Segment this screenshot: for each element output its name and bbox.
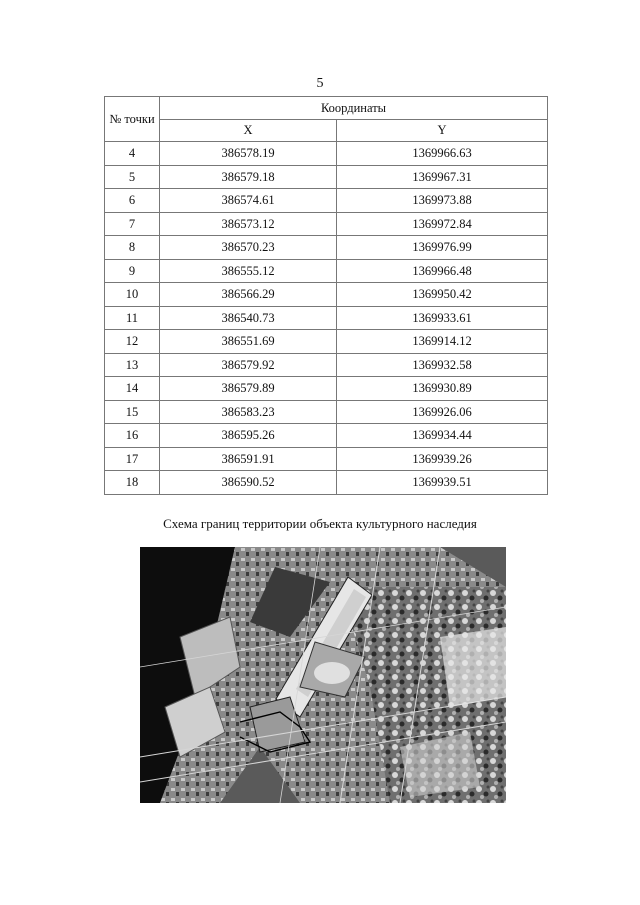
table-row <box>105 353 548 377</box>
point-number-cell: 7 <box>105 212 160 236</box>
point-number-cell: 16 <box>105 424 160 448</box>
x-coordinate-cell: 386551.69 <box>160 330 337 354</box>
x-coordinate-cell: 386590.52 <box>160 471 337 495</box>
table-row <box>105 212 548 236</box>
table-row <box>105 165 548 189</box>
map-caption: Схема границ территории объекта культурного наследия <box>163 516 477 531</box>
x-coordinate-cell: 386540.73 <box>160 306 337 330</box>
y-coordinate-cell: 1369976.99 <box>337 236 548 260</box>
table-row <box>105 142 548 166</box>
y-coordinate-cell: 1369930.89 <box>337 377 548 401</box>
y-coordinate-cell: 1369973.88 <box>337 189 548 213</box>
table-row <box>105 400 548 424</box>
table-row <box>105 189 548 213</box>
coordinates-body <box>105 142 548 495</box>
x-coordinate-cell: 386570.23 <box>160 236 337 260</box>
x-coordinate-cell: 386595.26 <box>160 424 337 448</box>
y-coordinate-cell: 1369934.44 <box>337 424 548 448</box>
x-coordinate-cell: 386591.91 <box>160 447 337 471</box>
aerial-map-image <box>140 547 506 803</box>
y-coordinate-cell: 1369932.58 <box>337 353 548 377</box>
y-coordinate-cell: 1369939.26 <box>337 447 548 471</box>
table-row <box>105 330 548 354</box>
x-coordinate-cell: 386555.12 <box>160 259 337 283</box>
point-number-cell: 9 <box>105 259 160 283</box>
point-number-cell: 5 <box>105 165 160 189</box>
table-row <box>105 447 548 471</box>
point-number-cell: 8 <box>105 236 160 260</box>
point-number-cell: 17 <box>105 447 160 471</box>
point-number-cell: 15 <box>105 400 160 424</box>
point-number-cell: 6 <box>105 189 160 213</box>
y-coordinate-cell: 1369966.63 <box>337 142 548 166</box>
x-coordinate-cell: 386583.23 <box>160 400 337 424</box>
y-coordinate-cell: 1369914.12 <box>337 330 548 354</box>
y-coordinate-cell: 1369926.06 <box>337 400 548 424</box>
point-number-header: № точки <box>105 97 160 142</box>
y-coordinate-cell: 1369972.84 <box>337 212 548 236</box>
table-row <box>105 259 548 283</box>
y-coordinate-cell: 1369967.31 <box>337 165 548 189</box>
table-row <box>105 424 548 448</box>
x-coordinate-cell: 386573.12 <box>160 212 337 236</box>
table-row <box>105 236 548 260</box>
y-coordinate-cell: 1369966.48 <box>337 259 548 283</box>
y-header: Y <box>337 120 548 142</box>
point-number-cell: 12 <box>105 330 160 354</box>
x-header: X <box>160 120 337 142</box>
x-coordinate-cell: 386579.18 <box>160 165 337 189</box>
x-coordinate-cell: 386579.92 <box>160 353 337 377</box>
x-coordinate-cell: 386578.19 <box>160 142 337 166</box>
table-row <box>105 306 548 330</box>
point-number-cell: 4 <box>105 142 160 166</box>
table-row <box>105 283 548 307</box>
y-coordinate-cell: 1369950.42 <box>337 283 548 307</box>
y-coordinate-cell: 1369933.61 <box>337 306 548 330</box>
point-number-cell: 13 <box>105 353 160 377</box>
table-row <box>105 377 548 401</box>
table-row <box>105 471 548 495</box>
x-coordinate-cell: 386579.89 <box>160 377 337 401</box>
page-number: 5 <box>316 76 324 91</box>
point-number-cell: 14 <box>105 377 160 401</box>
point-number-cell: 18 <box>105 471 160 495</box>
coordinates-table <box>104 96 548 495</box>
point-number-cell: 10 <box>105 283 160 307</box>
point-number-cell: 11 <box>105 306 160 330</box>
x-coordinate-cell: 386566.29 <box>160 283 337 307</box>
x-coordinate-cell: 386574.61 <box>160 189 337 213</box>
y-coordinate-cell: 1369939.51 <box>337 471 548 495</box>
coordinates-header: Координаты <box>160 97 548 120</box>
